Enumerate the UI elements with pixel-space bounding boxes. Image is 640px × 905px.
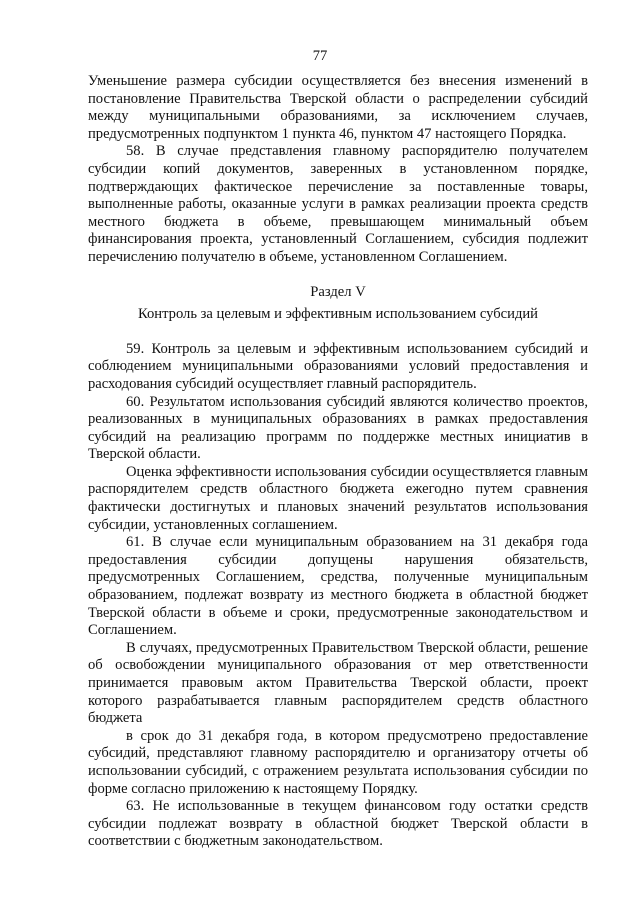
page-number: 77 [312, 48, 328, 64]
section-subtitle: Контроль за целевым и эффективным использованием субсидий [137, 306, 538, 323]
paragraph-efficiency-assessment: Оценка эффективности использования субсидии осуществляется главным распорядителем средств областного бюджета ежегодно путем сравнения фактически достигнутых и плановых значений результатов использования субсидии, установленных соглашением. [88, 463, 588, 533]
paragraph-exemption-cases: В случаях, предусмотренных Правительством Тверской области, решение об освобождении муниципального образования от мер ответственности принимается правовым актом Правительства Тверской области, проект которого разрабатывается главным распорядителем средств областного бюджета [88, 639, 588, 727]
paragraph-60: 60. Результатом использования субсидий являются количество проектов, реализованных в муниципальных образованиях в рамках предоставления субсидий на реализацию программ по поддержке местных инициатив в Тверской области. [88, 393, 588, 463]
paragraph-reporting-deadline: в срок до 31 декабря года, в котором предусмотрено предоставление субсидий, представляют главному распорядителю и организатору отчеты об использовании субсидий, с отражением результата использования субсидии по форме согласно приложению к настоящему Порядку. [88, 727, 588, 797]
document-body [88, 73, 588, 851]
paragraph-61: 61. В случае если муниципальным образованием на 31 декабря года предоставления субсидии допущены нарушения обязательств, предусмотренных Соглашением, средства, полученные муниципальным образованием, подлежат возврату из местного бюджета в областной бюджет Тверской области в объеме и сроки, предусмотренные законодательством и Соглашением. [88, 534, 588, 639]
paragraph-58: 58. В случае представления главному распорядителю получателем субсидии копий документов, заверенных в установленном порядке, подтверждающих фактическое перечисление за поставленные товары, выполненные работы, оказанные услуги в рамках реализации проекта средств местного бюджета в объеме, превышающем минимальный объем финансирования проекта, установленный Соглашением, субсидия подлежит перечислению получателю в объеме, установленном Соглашением. [88, 143, 588, 265]
paragraph-59: 59. Контроль за целевым и эффективным использованием субсидий и соблюдением муниципальными образованиями условий предоставления и расходования субсидий осуществляет главный распорядитель. [88, 340, 588, 392]
paragraph-subsidy-reduction: Уменьшение размера субсидии осуществляется без внесения изменений в постановление Правительства Тверской области о распределении субсидий между муниципальными образованиями, за исключением случаев, предусмотренных подпунктом 1 пункта 46, пунктом 47 настоящего Порядка. [88, 73, 588, 142]
section-title: Раздел V [310, 283, 366, 300]
paragraph-63: 63. Не использованные в текущем финансовом году остатки средств субсидии подлежат возврату в областной бюджет Тверской области в соответствии с бюджетным законодательством. [88, 798, 588, 850]
